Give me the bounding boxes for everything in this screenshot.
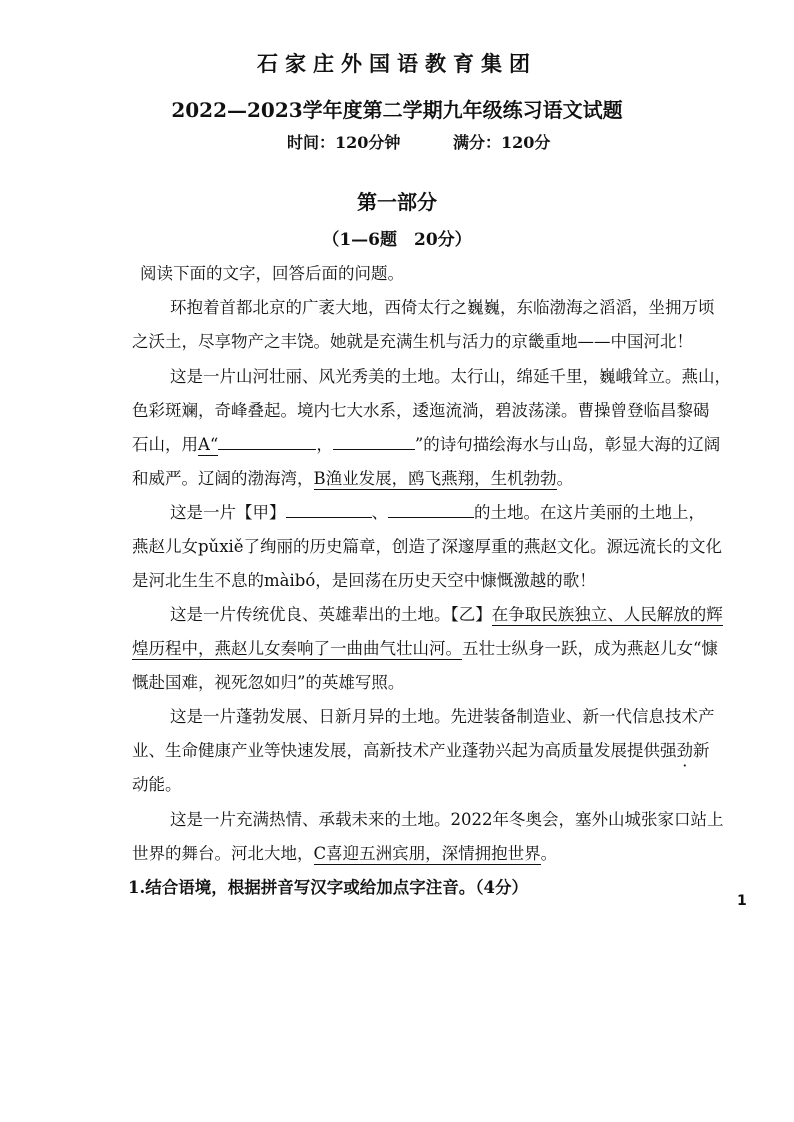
answer-blank[interactable]	[333, 435, 415, 450]
text-segment: 新	[693, 741, 710, 760]
question-1: 1.结合语境，根据拼音写汉字或给加点字注音。（4分）	[128, 878, 528, 897]
school-name: 石家庄外国语教育集团	[257, 51, 537, 76]
paragraph-6-line-2	[132, 840, 557, 864]
text-segment: 这是一片【甲】	[170, 503, 286, 522]
section-range: （1—6题 20分）	[322, 230, 472, 250]
text-segment: 五壮士纵身一跃，成为燕赵儿女“慷	[462, 639, 718, 658]
text-segment: 和威严。辽阔的渤海湾，	[132, 469, 314, 488]
paragraph-4-line-1	[170, 601, 723, 625]
text-segment: 。	[540, 844, 558, 863]
paragraph-3-line-3: 是河北生生不息的màibó，是回荡在历史天空中慷慨激越的歌！	[132, 571, 596, 590]
exam-time: 时间：120分钟	[287, 133, 401, 152]
marker-a: A“	[198, 435, 219, 454]
paragraph-2-line-2: 色彩斑斓，奇峰叠起。境内七大水系，逶迤流淌，碧波荡漾。曹操曾登临昌黎碣	[132, 401, 710, 420]
paragraph-3-line-2: 燕赵儿女pǔxiě了绚丽的历史篇章，创造了深邃厚重的燕赵文化。源远流长的文化	[132, 537, 723, 556]
paragraph-6-line-1: 这是一片充满热情、承载未来的土地。2022年冬奥会，塞外山城张家口站上	[170, 810, 724, 829]
instruction: 阅读下面的文字，回答后面的问题。	[140, 264, 404, 283]
text-segment: 这是一片传统优良、英雄辈出的土地。【乙】	[170, 605, 492, 624]
paragraph-2-line-1: 这是一片山河壮丽、风光秀美的土地。太行山，绵延千里，巍峨耸立。燕山，	[170, 367, 731, 386]
text-segment: 。	[556, 469, 574, 488]
paragraph-5-line-2	[132, 737, 710, 761]
section-title: 第一部分	[357, 190, 437, 214]
exam-title: 2022—2023学年度第二学期九年级练习语文试题	[171, 98, 623, 122]
exam-score: 满分：120分	[453, 133, 551, 152]
underlined-sentence-yi-cont: 煌历程中，燕赵儿女奏响了一曲曲气壮山河。	[132, 639, 462, 658]
text-segment: 的诗句描绘海水与山岛，彰显大海的辽阔	[423, 435, 721, 454]
text-segment: 、	[371, 503, 388, 522]
answer-blank[interactable]	[218, 435, 316, 450]
answer-blank[interactable]	[388, 503, 474, 518]
paragraph-1-line-1: 环抱着首都北京的广袤大地，西倚太行之巍巍，东临渤海之滔滔，坐拥万顷	[170, 298, 715, 317]
text-segment: 世界的舞台。河北大地，	[132, 844, 314, 863]
paragraph-4-line-3: 慨赴国难，视死忽如归”的英雄写照。	[132, 673, 405, 692]
text-segment: ，	[316, 435, 333, 454]
text-segment: 的土地。在这片美丽的土地上，	[474, 503, 705, 522]
paragraph-4-line-2	[132, 635, 718, 659]
page-number: 1	[737, 893, 747, 909]
text-segment: 业、生命健康产业等快速发展，高新技术产业蓬勃兴起为高质量发展提供强	[132, 741, 677, 760]
text-segment: ”	[414, 435, 424, 454]
paragraph-2-line-3	[132, 431, 720, 455]
underlined-sentence-b: B渔业发展，鸥飞燕翔，生机勃勃	[313, 469, 557, 488]
paragraph-2-line-4	[132, 465, 573, 489]
text-segment: 石山，用	[132, 435, 198, 454]
answer-blank[interactable]	[286, 503, 372, 518]
paragraph-5-line-1: 这是一片蓬勃发展、日新月异的土地。先进装备制造业、新一代信息技术产	[170, 707, 715, 726]
underlined-sentence-c: C喜迎五洲宾朋，深情拥抱世界	[313, 844, 541, 863]
paragraph-3-line-1	[170, 499, 705, 523]
underlined-sentence-yi: 在争取民族独立、人民解放的辉	[491, 605, 723, 624]
paragraph-1-line-2: 之沃土，尽享物产之丰饶。她就是充满生机与活力的京畿重地——中国河北！	[132, 332, 693, 351]
paragraph-5-line-3: 动能。	[132, 775, 182, 794]
dotted-character: 劲	[676, 741, 693, 760]
